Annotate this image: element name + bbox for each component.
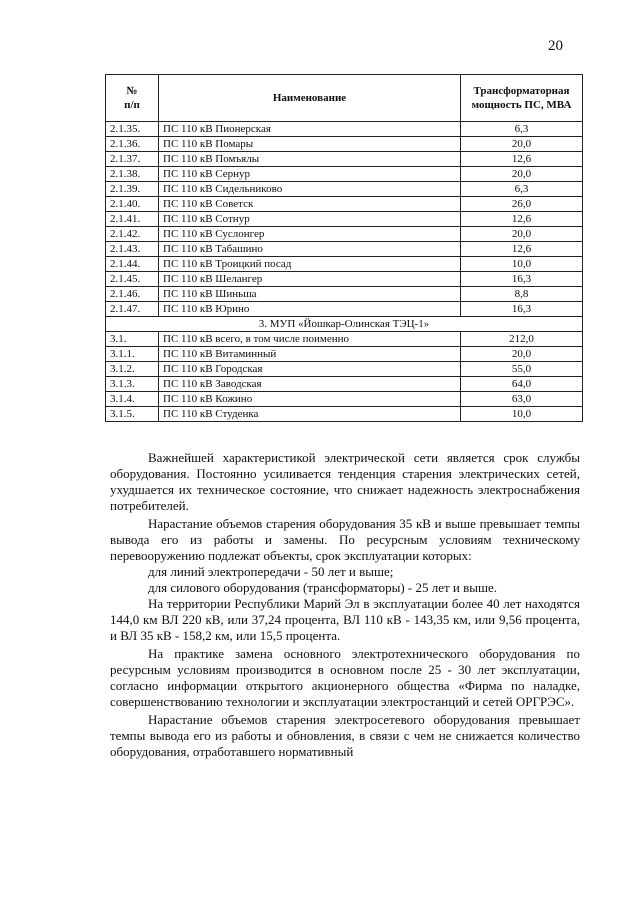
row-name: ПС 110 кВ Студенка <box>159 407 461 422</box>
page-number: 20 <box>548 38 563 54</box>
table-row <box>106 407 583 422</box>
row-capacity: 10,0 <box>461 407 583 422</box>
row-capacity: 20,0 <box>461 167 583 182</box>
row-name: ПС 110 кВ Пионерская <box>159 122 461 137</box>
row-number: 3.1. <box>106 332 159 347</box>
table-row <box>106 302 583 317</box>
table-row <box>106 287 583 302</box>
table-row <box>106 122 583 137</box>
row-name: ПС 110 кВ Помъялы <box>159 152 461 167</box>
row-number: 3.1.4. <box>106 392 159 407</box>
row-name: ПС 110 кВ Советск <box>159 197 461 212</box>
row-capacity: 6,3 <box>461 182 583 197</box>
table-row <box>106 257 583 272</box>
row-name: ПС 110 кВ Юрино <box>159 302 461 317</box>
paragraph: Нарастание объемов старения электросетевого оборудования превышает темпы вывода его из работы и обновления, в связи с чем не снижается количество оборудования, отработавшего нормативный <box>110 712 580 759</box>
paragraph: На практике замена основного электротехнического оборудования по ресурсным условиям производится в основном после 25 - 30 лет эксплуатации, согласно информации открытого акционерного общества «Фирма по наладке, совершенствованию технологии и эксплуатации электростанций и сетей ОРГРЭС». <box>110 646 580 709</box>
table-body-section-3 <box>106 332 583 422</box>
table-row <box>106 332 583 347</box>
table-row <box>106 272 583 287</box>
row-number: 2.1.45. <box>106 272 159 287</box>
row-name: ПС 110 кВ Шиньша <box>159 287 461 302</box>
row-number: 3.1.3. <box>106 377 159 392</box>
row-capacity: 55,0 <box>461 362 583 377</box>
substation-table <box>105 74 583 422</box>
paragraph: На территории Республики Марий Эл в эксплуатации более 40 лет находятся 144,0 км ВЛ 220 кВ, или 37,24 процента, ВЛ 110 кВ - 143,35 км, или 9,56 процента, и ВЛ 35 кВ - 158,2 км, или 15,5 процента. <box>110 596 580 643</box>
header-name: Наименование <box>159 75 461 122</box>
section-row <box>106 317 583 332</box>
table-row <box>106 227 583 242</box>
row-capacity: 8,8 <box>461 287 583 302</box>
row-capacity: 12,6 <box>461 212 583 227</box>
row-capacity: 20,0 <box>461 227 583 242</box>
row-capacity: 10,0 <box>461 257 583 272</box>
header-capacity: Трансформаторная мощность ПС, МВА <box>461 75 583 122</box>
row-name: ПС 110 кВ всего, в том числе поименно <box>159 332 461 347</box>
row-capacity: 16,3 <box>461 272 583 287</box>
body-text <box>110 450 580 760</box>
table-row <box>106 377 583 392</box>
row-capacity: 16,3 <box>461 302 583 317</box>
row-capacity: 64,0 <box>461 377 583 392</box>
row-number: 2.1.41. <box>106 212 159 227</box>
row-capacity: 12,6 <box>461 242 583 257</box>
row-number: 2.1.42. <box>106 227 159 242</box>
row-name: ПС 110 кВ Городская <box>159 362 461 377</box>
row-name: ПС 110 кВ Шелангер <box>159 272 461 287</box>
row-name: ПС 110 кВ Витаминный <box>159 347 461 362</box>
paragraph: Важнейшей характеристикой электрической сети является срок службы оборудования. Постоянно усиливается тенденция старения электрических сетей, ухудшается их техническое состояние, что снижает надежность электроснабжения потребителей. <box>110 450 580 513</box>
row-number: 2.1.35. <box>106 122 159 137</box>
row-number: 2.1.46. <box>106 287 159 302</box>
row-capacity: 20,0 <box>461 137 583 152</box>
paragraph: Нарастание объемов старения оборудования 35 кВ и выше превышает темпы вывода его из работы и замены. По ресурсным условиям техническому перевооружению подлежат объекты, срок эксплуатации которых: <box>110 516 580 563</box>
row-number: 2.1.39. <box>106 182 159 197</box>
row-capacity: 63,0 <box>461 392 583 407</box>
table-row <box>106 197 583 212</box>
row-number: 3.1.2. <box>106 362 159 377</box>
paragraph: для линий электропередачи - 50 лет и выше; <box>148 564 394 579</box>
row-name: ПС 110 кВ Сотнур <box>159 212 461 227</box>
row-number: 2.1.47. <box>106 302 159 317</box>
table-row <box>106 182 583 197</box>
row-name: ПС 110 кВ Заводская <box>159 377 461 392</box>
row-name: ПС 110 кВ Сернур <box>159 167 461 182</box>
row-name: ПС 110 кВ Сидельниково <box>159 182 461 197</box>
table-row <box>106 362 583 377</box>
table-row <box>106 152 583 167</box>
row-number: 3.1.1. <box>106 347 159 362</box>
row-name: ПС 110 кВ Кожино <box>159 392 461 407</box>
row-capacity: 6,3 <box>461 122 583 137</box>
row-number: 3.1.5. <box>106 407 159 422</box>
row-name: ПС 110 кВ Троицкий посад <box>159 257 461 272</box>
table-row <box>106 137 583 152</box>
row-capacity: 26,0 <box>461 197 583 212</box>
row-name: ПС 110 кВ Помары <box>159 137 461 152</box>
row-number: 2.1.43. <box>106 242 159 257</box>
row-capacity: 212,0 <box>461 332 583 347</box>
row-number: 2.1.40. <box>106 197 159 212</box>
row-number: 2.1.36. <box>106 137 159 152</box>
row-number: 2.1.37. <box>106 152 159 167</box>
row-number: 2.1.44. <box>106 257 159 272</box>
table-row <box>106 167 583 182</box>
table-body-section-2 <box>106 122 583 317</box>
row-name: ПС 110 кВ Суслонгер <box>159 227 461 242</box>
table-row <box>106 347 583 362</box>
row-name: ПС 110 кВ Табашино <box>159 242 461 257</box>
paragraph: для силового оборудования (трансформаторы) - 25 лет и выше. <box>148 580 498 595</box>
row-capacity: 12,6 <box>461 152 583 167</box>
table-row <box>106 242 583 257</box>
row-capacity: 20,0 <box>461 347 583 362</box>
section-title: 3. МУП «Йошкар-Олинская ТЭЦ-1» <box>106 317 583 332</box>
header-number: № п/п <box>106 75 159 122</box>
table-row <box>106 392 583 407</box>
row-number: 2.1.38. <box>106 167 159 182</box>
table-row <box>106 212 583 227</box>
